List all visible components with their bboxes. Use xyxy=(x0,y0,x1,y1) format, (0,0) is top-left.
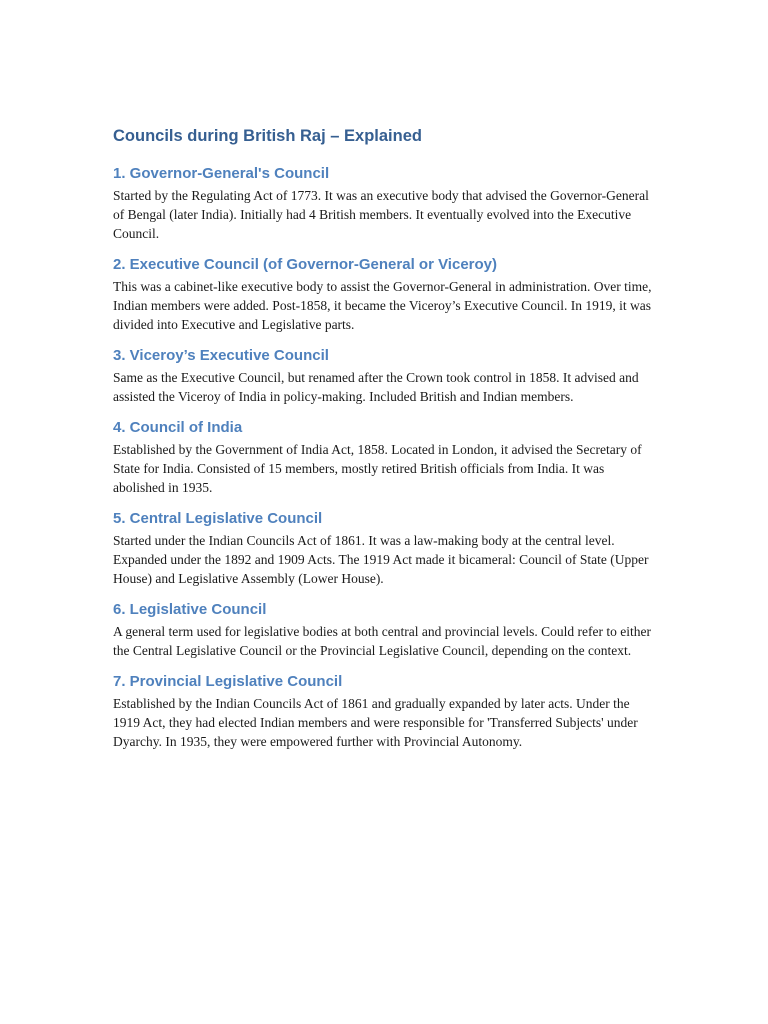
section-body: A general term used for legislative bodies at both central and provincial levels. Could refer to either the Central Legislative Council or the Provincial Legislative Council, depending on the context. xyxy=(113,624,651,658)
section-body: Established by the Indian Councils Act of 1861 and gradually expanded by later acts. Under the 1919 Act, they had elected Indian members and were responsible for 'Transferred Subjects' under Dyarchy. In 1935, they were empowered further with Provincial Autonomy. xyxy=(113,696,638,749)
section-heading: 1. Governor-General's Council xyxy=(113,165,330,182)
section-heading: 4. Council of India xyxy=(113,419,243,436)
section-executive-council xyxy=(113,254,658,334)
section-heading: 5. Central Legislative Council xyxy=(113,510,323,527)
section-central-legislative-council xyxy=(113,508,658,588)
section-body: Established by the Government of India Act, 1858. Located in London, it advised the Secretary of State for India. Consisted of 15 members, mostly retired British officials from India. It was abolished in 1935. xyxy=(113,442,642,495)
section-provincial-legislative-council xyxy=(113,671,658,751)
section-heading: 2. Executive Council (of Governor-General or Viceroy) xyxy=(113,256,498,273)
document-title: Councils during British Raj – Explained xyxy=(113,127,422,145)
section-body: Started by the Regulating Act of 1773. It was an executive body that advised the Governor-General of Bengal (later India). Initially had 4 British members. It eventually evolved into the Executive Council. xyxy=(113,188,649,241)
section-council-of-india xyxy=(113,417,658,497)
section-heading: 6. Legislative Council xyxy=(113,601,267,618)
section-viceroys-executive-council xyxy=(113,345,658,406)
section-heading: 7. Provincial Legislative Council xyxy=(113,673,343,690)
section-body: Same as the Executive Council, but renamed after the Crown took control in 1858. It advised and assisted the Viceroy of India in policy-making. Included British and Indian members. xyxy=(113,370,639,404)
section-governor-generals-council xyxy=(113,163,658,243)
section-legislative-council xyxy=(113,599,658,660)
section-body: This was a cabinet-like executive body to assist the Governor-General in administration. Over time, Indian members were added. Post-1858, it became the Viceroy’s Executive Council. In 1919, it was divided into Executive and Legislative parts. xyxy=(113,279,652,332)
section-body: Started under the Indian Councils Act of 1861. It was a law-making body at the central level. Expanded under the 1892 and 1909 Acts. The 1919 Act made it bicameral: Council of State (Upper House) and Legislative Assembly (Lower House). xyxy=(113,533,649,586)
document-page xyxy=(113,124,658,762)
section-heading: 3. Viceroy’s Executive Council xyxy=(113,347,329,364)
